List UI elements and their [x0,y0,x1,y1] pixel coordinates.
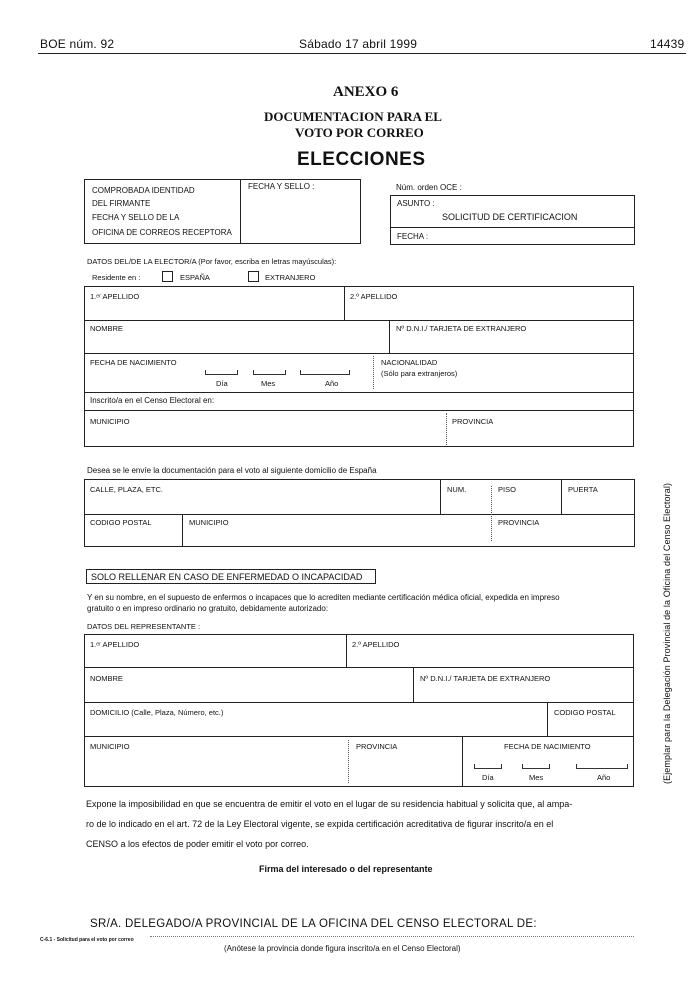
dom-provincia-label: PROVINCIA [498,518,540,527]
expone-line-2: ro de lo indicado en el art. 72 de la Ley Electoral vigente, se expida certificación acreditativa de figurar inscrito/a en el [86,819,554,829]
fecha-sello-area[interactable] [248,194,355,240]
calle-field[interactable] [90,496,435,511]
calle-label: CALLE, PLAZA, ETC. [90,485,163,494]
office-line-2: DEL FIRMANTE [92,199,151,208]
rep-apellido1-field[interactable] [90,651,342,665]
doc-title-line2: VOTO POR CORREO [295,125,424,140]
elector-dni-label: Nº D.N.I./ TARJETA DE EXTRANJERO [396,324,527,333]
delegado-line: SR/A. DELEGADO/A PROVINCIAL DE LA OFICINA DEL CENSO ELECTORAL DE: [90,918,537,930]
fecha-sello-label: FECHA Y SELLO : [248,182,315,191]
elector-apellido2-field[interactable] [350,303,630,318]
elector-municipio-label: MUNICIPIO [90,417,130,426]
header-right: 14439 [650,37,685,51]
anexo-title: ANEXO 6 [333,84,399,100]
rep-mes-label: Mes [529,773,544,782]
elector-dia-label: Día [216,379,228,388]
espana-checkbox[interactable] [162,271,173,282]
asunto-value: SOLICITUD DE CERTIFICACION [442,212,578,222]
delegado-rule [150,936,634,937]
elector-nombre-label: NOMBRE [90,324,123,333]
expone-line-1: Expone la imposibilidad en que se encuentra de emitir el voto en el lugar de su residencia habitual y solicita que, al ampa- [86,799,573,809]
enfermedad-title: SOLO RELLENAR EN CASO DE ENFERMEDAD O INCAPACIDAD [91,572,363,582]
elector-provincia-field[interactable] [452,428,630,443]
dom-codigo-postal-field[interactable] [90,529,178,544]
piso-label: PISO [498,485,516,494]
doc-title-line1: DOCUMENTACION PARA EL [264,109,442,124]
rep-apellido2-field[interactable] [352,651,630,665]
num-field[interactable] [447,496,487,511]
elector-provincia-label: PROVINCIA [452,417,494,426]
num-label: NUM. [447,485,467,494]
firma-area[interactable] [150,878,570,912]
office-line-3: FECHA Y SELLO DE LA [92,213,180,222]
oce-divider [390,227,635,228]
anotese-note: (Anótese la provincia donde figura inscrito/a en el Censo Electoral) [224,944,461,953]
elector-dni-field[interactable] [396,335,630,350]
rep-domicilio-field[interactable] [90,719,542,733]
header-rule [38,53,686,54]
domicilio-heading: Desea se le envíe la documentación para el voto al siguiente domicilio de España [87,466,377,475]
representante-heading: DATOS DEL REPRESENTANTE : [87,622,201,631]
rep-codigo-postal-field[interactable] [554,719,630,733]
extranjero-checkbox[interactable] [248,271,259,282]
rep-dia-label: Día [482,773,494,782]
elector-nombre-field[interactable] [90,335,385,350]
rep-fecha-nac-label: FECHA DE NACIMIENTO [504,742,591,751]
inscrito-label: Inscrito/a en el Censo Electoral en: [90,396,215,405]
elector-heading: DATOS DEL/DE LA ELECTOR/A (Por favor, escriba en letras mayúsculas): [87,257,337,266]
rep-provincia-label: PROVINCIA [356,742,398,751]
num-orden-oce-label: Núm. orden OCE : [396,183,462,192]
rep-provincia-field[interactable] [356,753,458,783]
piso-field[interactable] [498,496,556,511]
side-ejemplar-text: (Ejemplar para la Delegación Provincial de la Oficina del Censo Electoral) [662,482,672,784]
asunto-label: ASUNTO : [397,199,435,208]
elector-anio-label: Año [325,379,339,388]
dom-municipio-label: MUNICIPIO [189,518,229,527]
rep-dni-label: Nº D.N.I./ TARJETA DE EXTRANJERO [420,674,551,683]
rep-dia-field[interactable] [474,764,502,769]
extranjero-label: EXTRANJERO [265,273,316,282]
rep-anio-label: Año [597,773,611,782]
footer-code: C-6.1 - Solicitud para el voto por correo [40,937,134,943]
firma-label: Firma del interesado o del representante [259,864,433,874]
residente-label: Residente en : [92,273,141,282]
puerta-label: PUERTA [568,485,598,494]
office-divider [240,179,241,244]
rep-domicilio-label: DOMICILIO (Calle, Plaza, Número, etc.) [90,708,224,717]
enfermedad-text-2: gratuito o en impreso ordinario no gratuito, debidamente autorizado: [87,604,329,613]
rep-nombre-field[interactable] [90,685,408,699]
fecha-label: FECHA : [397,232,429,241]
rep-dni-field[interactable] [420,685,630,699]
rep-codigo-postal-label: CODIGO POSTAL [554,708,616,717]
elector-apellido1-field[interactable] [90,303,340,318]
office-line-4: OFICINA DE CORREOS RECEPTORA [92,228,232,237]
elector-mes-field[interactable] [253,370,286,375]
rep-apellido1-label: 1.ᵉʳ APELLIDO [90,640,140,649]
rep-municipio-label: MUNICIPIO [90,742,130,751]
elector-apellido1-label: 1.ᵉʳ APELLIDO [90,292,140,301]
rep-apellido2-label: 2.º APELLIDO [352,640,400,649]
elector-apellido2-label: 2.º APELLIDO [350,292,398,301]
elector-dia-field[interactable] [205,370,238,375]
elecciones-title: ELECCIONES [297,149,426,170]
espana-label: ESPAÑA [180,273,210,282]
dom-provincia-field[interactable] [498,529,630,544]
office-line-1: COMPROBADA IDENTIDAD [92,186,195,195]
puerta-field[interactable] [568,496,630,511]
header-left: BOE núm. 92 [40,37,115,51]
solo-extranjeros-label: (Sólo para extranjeros) [381,369,458,378]
nacionalidad-field[interactable] [470,358,630,388]
rep-anio-field[interactable] [576,764,628,769]
rep-mes-field[interactable] [522,764,550,769]
nacionalidad-label: NACIONALIDAD [381,358,438,367]
rep-municipio-field[interactable] [90,753,342,783]
dom-municipio-field[interactable] [189,529,484,544]
rep-nombre-label: NOMBRE [90,674,123,683]
expone-line-3: CENSO a los efectos de poder emitir el voto por correo. [86,839,309,849]
elector-fecha-nac-label: FECHA DE NACIMIENTO [90,358,177,367]
dom-codigo-postal-label: CODIGO POSTAL [90,518,152,527]
delegado-provincia-field[interactable] [520,918,634,934]
enfermedad-text-1: Y en su nombre, en el supuesto de enfermos o incapaces que lo acrediten mediante certificación médica oficial, expedida en impreso [87,593,560,602]
elector-municipio-field[interactable] [90,428,440,443]
elector-mes-label: Mes [261,379,276,388]
elector-anio-field[interactable] [300,370,350,375]
header-center: Sábado 17 abril 1999 [299,37,418,51]
